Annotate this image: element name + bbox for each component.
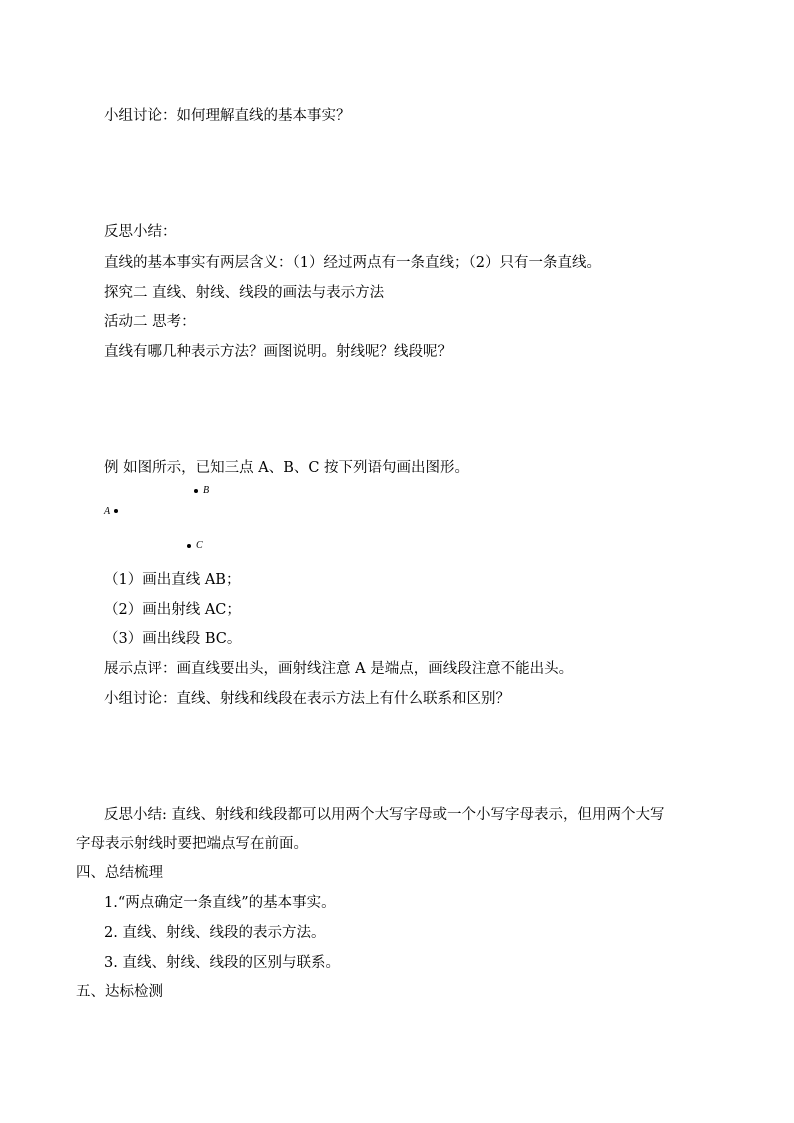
group-discussion-2: 小组讨论：直线、射线和线段在表示方法上有什么联系和区别？ <box>104 691 510 707</box>
step-2: （2）画出射线 AC； <box>104 602 241 618</box>
reflection-1-title: 反思小结： <box>104 224 177 240</box>
point-b-label: B <box>203 485 210 496</box>
point-b-dot <box>194 489 198 493</box>
reflection-2-line-2: 字母表示射线时要把端点写在前面。 <box>76 836 308 852</box>
point-a-dot <box>114 509 118 513</box>
summary-item-3: 3. 直线、射线、线段的区别与联系。 <box>104 955 340 971</box>
summary-item-2: 2. 直线、射线、线段的表示方法。 <box>104 925 326 941</box>
section-5-heading: 五、达标检测 <box>76 984 163 1000</box>
group-discussion-1: 小组讨论：如何理解直线的基本事实？ <box>104 108 351 124</box>
question-text: 直线有哪几种表示方法？画图说明。射线呢？线段呢？ <box>104 344 452 360</box>
comment-text: 展示点评：画直线要出头，画射线注意 A 是端点，画线段注意不能出头。 <box>104 661 574 677</box>
point-c-dot <box>187 544 191 548</box>
step-3: （3）画出线段 BC。 <box>104 631 242 647</box>
step-1: （1）画出直线 AB； <box>104 572 241 588</box>
point-a-label: A <box>104 506 111 517</box>
summary-item-1: 1.“两点确定一条直线”的基本事实。 <box>104 895 336 911</box>
example-text: 例 如图所示，已知三点 A、B、C 按下列语句画出图形。 <box>104 460 470 476</box>
point-c-label: C <box>196 540 203 551</box>
reflection-1-body: 直线的基本事实有两层含义：（1）经过两点有一条直线；（2）只有一条直线。 <box>104 255 601 271</box>
section-4-heading: 四、总结梳理 <box>76 865 163 881</box>
activity-2-heading: 活动二 思考： <box>104 314 196 330</box>
explore-2-heading: 探究二 直线、射线、线段的画法与表示方法 <box>104 285 385 301</box>
reflection-2-line-1: 反思小结: 直线、射线和线段都可以用两个大写字母或一个小写字母表示，但用两个大写 <box>104 807 665 823</box>
